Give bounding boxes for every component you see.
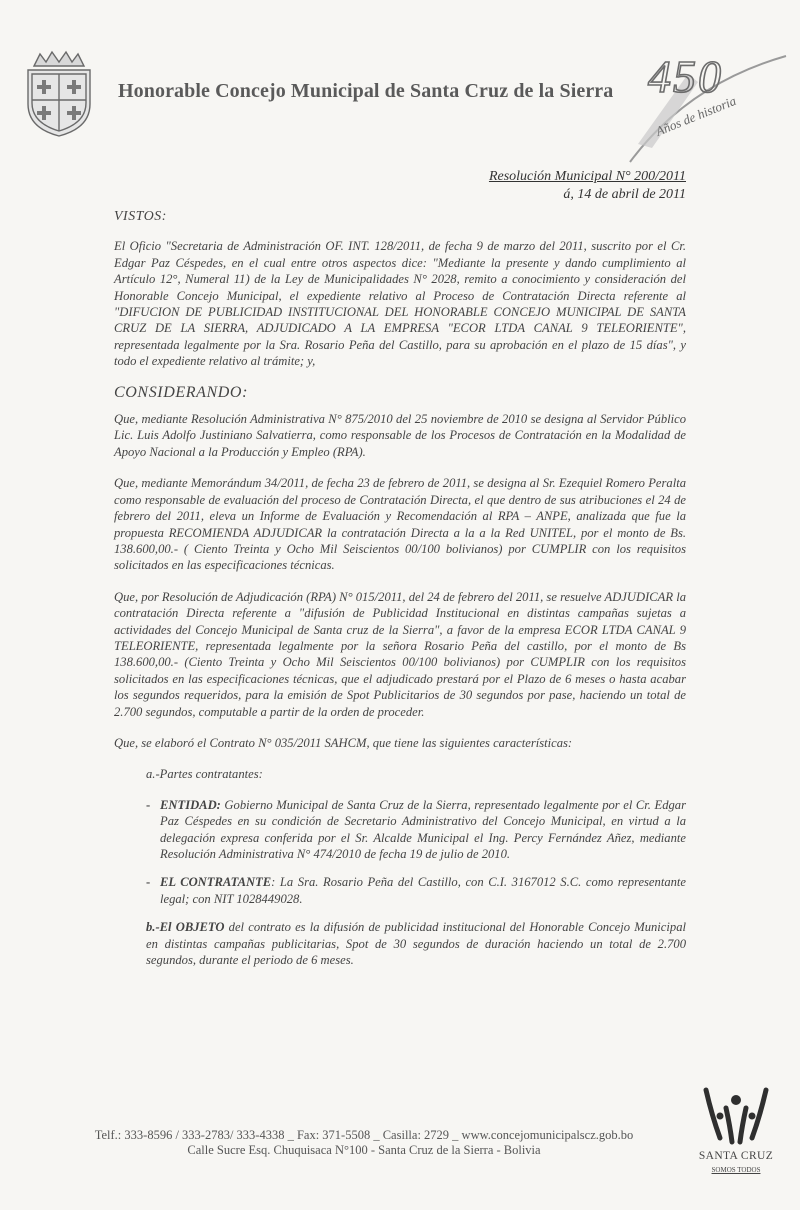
footer-phone-line: Telf.: 333-8596 / 333-2783/ 333-4338 _ Fax: 371-5508 _ Casilla: 2729 _ www.concejomunicipalscz.gob.bo	[94, 1128, 634, 1142]
considerando-paragraph: Que, mediante Resolución Administrativa N° 875/2010 del 25 noviembre de 2010 se designa al Servidor Público Lic. Luis Adolfo Justiniano Salvatierra, como responsable de los Procesos de Contratación en la Modalidad de Apoyo Nacional a la Producción y Empleo (RPA).	[114, 412, 686, 459]
contratante-item	[146, 874, 686, 907]
document-body	[114, 208, 686, 968]
objeto-paragraph	[146, 919, 686, 968]
considerando-heading: CONSIDERANDO:	[114, 383, 249, 401]
resolution-date: á, 14 de abril de 2011	[563, 187, 686, 202]
footer-contact	[54, 1128, 674, 1158]
considerando-paragraph: Que, se elaboró el Contrato N° 035/2011 SAHCM, que tiene las siguientes características:	[114, 735, 573, 750]
resolution-header	[489, 168, 686, 204]
santa-cruz-brand-name: SANTA CRUZ	[698, 1150, 774, 1162]
considerando-paragraph: Que, por Resolución de Adjudicación (RPA) N° 015/2011, del 24 de febrero del 2011, se resuelve ADJUDICAR la contratación Directa referente a "difusión de Publicidad Institucional en distintas campañas sujetas a actividades del Concejo Municipal de Santa cruz de la Sierra", a favor de la empresa ECOR LTDA CANAL 9 TELEORIENTE, representada legalmente por la señora Rosario Peña del castillo, por el monto de Bs 138.600,00.- (Ciento Treinta y Ocho Mil Seiscientos 00/100 bolivianos) por CUMPLIR con los requisitos solicitados en las especificaciones técnicas, que el adjudicado prestará por el Plazo de 6 meses o hasta acabar los segundos requeridos, para la emisión de Spot Publicitarios de 30 segundos por pase, haciendo un total de 2.700 segundos, computable a partir de la orden de proceder.	[114, 589, 686, 719]
entidad-text: Gobierno Municipal de Santa Cruz de la Sierra, representado legalmente por el Cr. Edgar Paz Céspedes en su condición de Secretario Administrativo del Concejo Municipal, en virtud a la delegación expresa conferida por el Sr. Alcalde Municipal el Ing. Percy Fernández Añez, mediante Resolución Administrativa N° 474/2010 de fecha 19 de julio de 2010.	[160, 797, 686, 861]
contratante-label: EL CONTRATANTE	[160, 875, 272, 890]
bullet-dash: -	[146, 875, 151, 890]
santa-cruz-brand-tagline: SOMOS TODOS	[711, 1166, 761, 1174]
anniversary-number: 450	[648, 51, 723, 102]
considerando-paragraph: Que, mediante Memorándum 34/2011, de fecha 23 de febrero de 2011, se designa al Sr. Ezequiel Romero Peralta como responsable de evaluación del proceso de Contratación Directa, el que dentro de sus atribuciones el 24 de febrero del 2011, eleva un Informe de Evaluación y Recomendación al RPA – ANPE, analizada que fue la propuesta RECOMIENDA ADJUDICAR la contratación Directa a la a la Red UNITEL, por el monto de Bs. 138.600,00.- ( Ciento Treinta y Ocho Mil Seiscientos 00/100 bolivianos) por CUMPLIR con los requisitos solicitados en las especificaciones técnicas.	[114, 476, 686, 573]
coat-of-arms-icon	[20, 48, 98, 138]
objeto-label: b.-El OBJETO	[146, 920, 225, 935]
council-title: Honorable Concejo Municipal de Santa Cruz de la Sierra	[118, 80, 614, 102]
objeto-text: del contrato es la difusión de publicidad institucional del Honorable Concejo Municipal en distintas campañas publicitarias, Spot de 30 segundos de duración haciendo un total de 2.700 segundos, durante el periodo de 6 meses.	[146, 920, 686, 968]
anniversary-caption: Años de historia	[653, 92, 739, 139]
bullet-dash: -	[146, 797, 151, 812]
footer-address-line: Calle Sucre Esq. Chuquisaca N°100 - Santa Cruz de la Sierra - Bolivia	[187, 1143, 541, 1157]
vistos-paragraph: El Oficio "Secretaria de Administración OF. INT. 128/2011, de fecha 9 de marzo del 2011, suscrito por el Cr. Edgar Paz Céspedes, en el cual entre otros aspectos dice: "Mediante la presente y dando cumplimiento al Artículo 12°, Numeral 11) de la Ley de Municipalidades N° 2028, remito a conocimiento y consideración del Honorable Concejo Municipal, el expediente relativo al Proceso de Contratación Directa referente al "DIFUCION DE PUBLICIDAD INSTITUCIONAL DEL HONORABLE CONCEJO MUNICIPAL DE SANTA CRUZ DE LA SIERRA, ADJUDICADO A LA EMPRESA "ECOR LTDA CANAL 9 TELEORIENTE", representada legalmente por la Sra. Rosario Peña del Castillo, para su aprobación en el plazo de 15 días", y todo el expediente relativo al trámite; y,	[114, 239, 686, 369]
contratante-text: : La Sra. Rosario Peña del Castillo, con C.I. 3167012 S.C. como representante legal; con NIT 1028449028.	[160, 875, 687, 906]
vistos-heading: VISTOS:	[114, 208, 168, 223]
entidad-item	[146, 797, 686, 863]
entidad-label: ENTIDAD:	[160, 797, 221, 812]
anniversary-emblem-icon	[628, 44, 788, 164]
resolution-number: Resolución Municipal N° 200/2011	[488, 169, 686, 184]
parties-label: a.-Partes contratantes:	[146, 767, 263, 782]
